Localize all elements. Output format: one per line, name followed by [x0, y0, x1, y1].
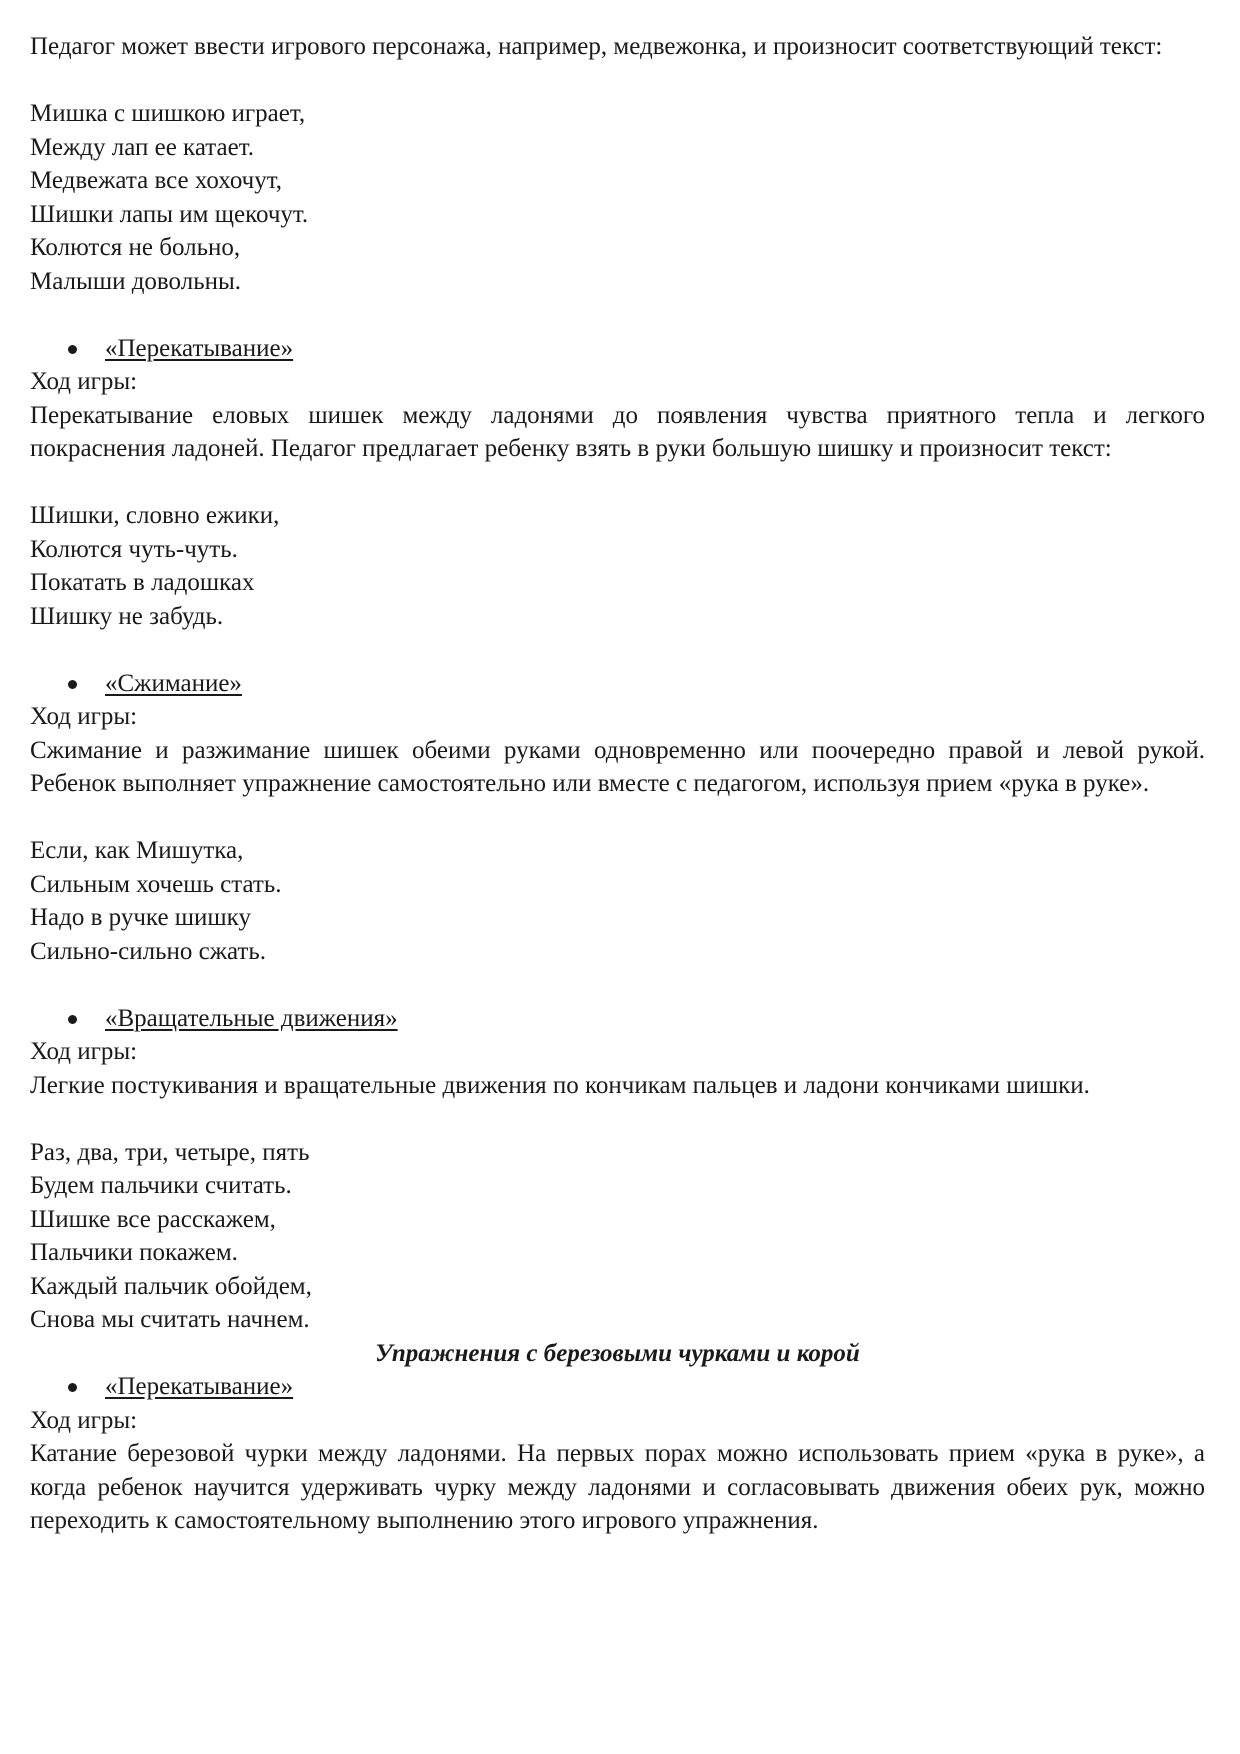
- bullet-icon: [68, 345, 77, 354]
- spacer: [30, 466, 1205, 500]
- poem-line: Каждый пальчик обойдем,: [30, 1272, 312, 1300]
- game-title: «Перекатывание»: [105, 334, 294, 362]
- game-title: «Вращательные движения»: [105, 1004, 398, 1032]
- game-label: Ход игры:: [30, 1038, 138, 1065]
- game-label: Ход игры:: [30, 703, 138, 730]
- document-page: [30, 30, 1205, 1538]
- poem-line: Шишки лапы им щекочут.: [30, 200, 309, 228]
- game-bullet: [30, 1002, 1205, 1036]
- game-description: Сжимание и разжимание шишек обеими руками одновременно или поочередно правой и левой рукой. Ребенок выполняет упражнение самостоятельно или вместе с педагогом, используя прием «рука в руке».: [30, 736, 1205, 797]
- poem-line: Мишка с шишкою играет,: [30, 100, 306, 127]
- spacer: [30, 633, 1205, 667]
- spacer: [30, 298, 1205, 332]
- bullet-icon: [68, 1383, 77, 1392]
- poem-line: Колются не больно,: [30, 234, 241, 261]
- poem-line: Покатать в ладошках: [30, 569, 255, 596]
- game-title: «Перекатывание»: [105, 1373, 294, 1400]
- game-label: Ход игры:: [30, 368, 138, 395]
- game-description: Легкие постукивания и вращательные движения по кончикам пальцев и ладони кончиками шишки.: [30, 1071, 1090, 1099]
- spacer: [30, 968, 1205, 1002]
- intro-poem: [30, 97, 1205, 298]
- poem-line: Между лап ее катает.: [30, 133, 254, 161]
- poem-line: Если, как Мишутка,: [30, 837, 244, 864]
- poem-line: Сильно-сильно сжать.: [30, 937, 267, 965]
- poem-line: Колются чуть-чуть.: [30, 535, 238, 563]
- game-description: Перекатывание еловых шишек между ладонями до появления чувства приятного тепла и легкого покраснения ладоней. Педагог предлагает ребенку взять в руки большую шишку и произносит текст:: [30, 401, 1205, 462]
- game-poem: [30, 1136, 1205, 1337]
- poem-line: Сильным хочешь стать.: [30, 870, 282, 898]
- poem-line: Надо в ручке шишку: [30, 904, 251, 931]
- game-bullet: [30, 667, 1205, 701]
- poem-line: Будем пальчики считать.: [30, 1172, 292, 1199]
- game-bullet: [30, 1370, 1205, 1404]
- spacer: [30, 64, 1205, 98]
- poem-line: Шишки, словно ежики,: [30, 502, 280, 529]
- game-poem: [30, 499, 1205, 633]
- game-description: Катание березовой чурки между ладонями. На первых порах можно использовать прием «рука в руке», а когда ребенок научится удерживать чурку между ладонями и согласовывать движения обеих рук, можно переходить к самостоятельному выполнению этого игрового упражнения.: [30, 1440, 1205, 1534]
- game-title: «Сжимание»: [105, 669, 242, 697]
- intro-paragraph: Педагог может ввести игрового персонажа, например, медвежонка, и произносит соответствующий текст:: [30, 33, 1163, 60]
- poem-line: Шишку не забудь.: [30, 602, 224, 630]
- game-label: Ход игры:: [30, 1406, 138, 1434]
- poem-line: Пальчики покажем.: [30, 1239, 238, 1266]
- bullet-icon: [68, 680, 77, 689]
- poem-line: Раз, два, три, четыре, пять: [30, 1138, 310, 1166]
- poem-line: Малыши довольны.: [30, 267, 242, 295]
- bullet-icon: [68, 1015, 77, 1024]
- spacer: [30, 1102, 1205, 1136]
- poem-line: Медвежата все хохочут,: [30, 167, 283, 194]
- game-poem: [30, 834, 1205, 968]
- game-bullet: [30, 332, 1205, 366]
- section-heading: Упражнения с березовыми чурками и корой: [375, 1339, 860, 1367]
- poem-line: Снова мы считать начнем.: [30, 1306, 310, 1333]
- spacer: [30, 801, 1205, 835]
- poem-line: Шишке все расскажем,: [30, 1205, 276, 1233]
